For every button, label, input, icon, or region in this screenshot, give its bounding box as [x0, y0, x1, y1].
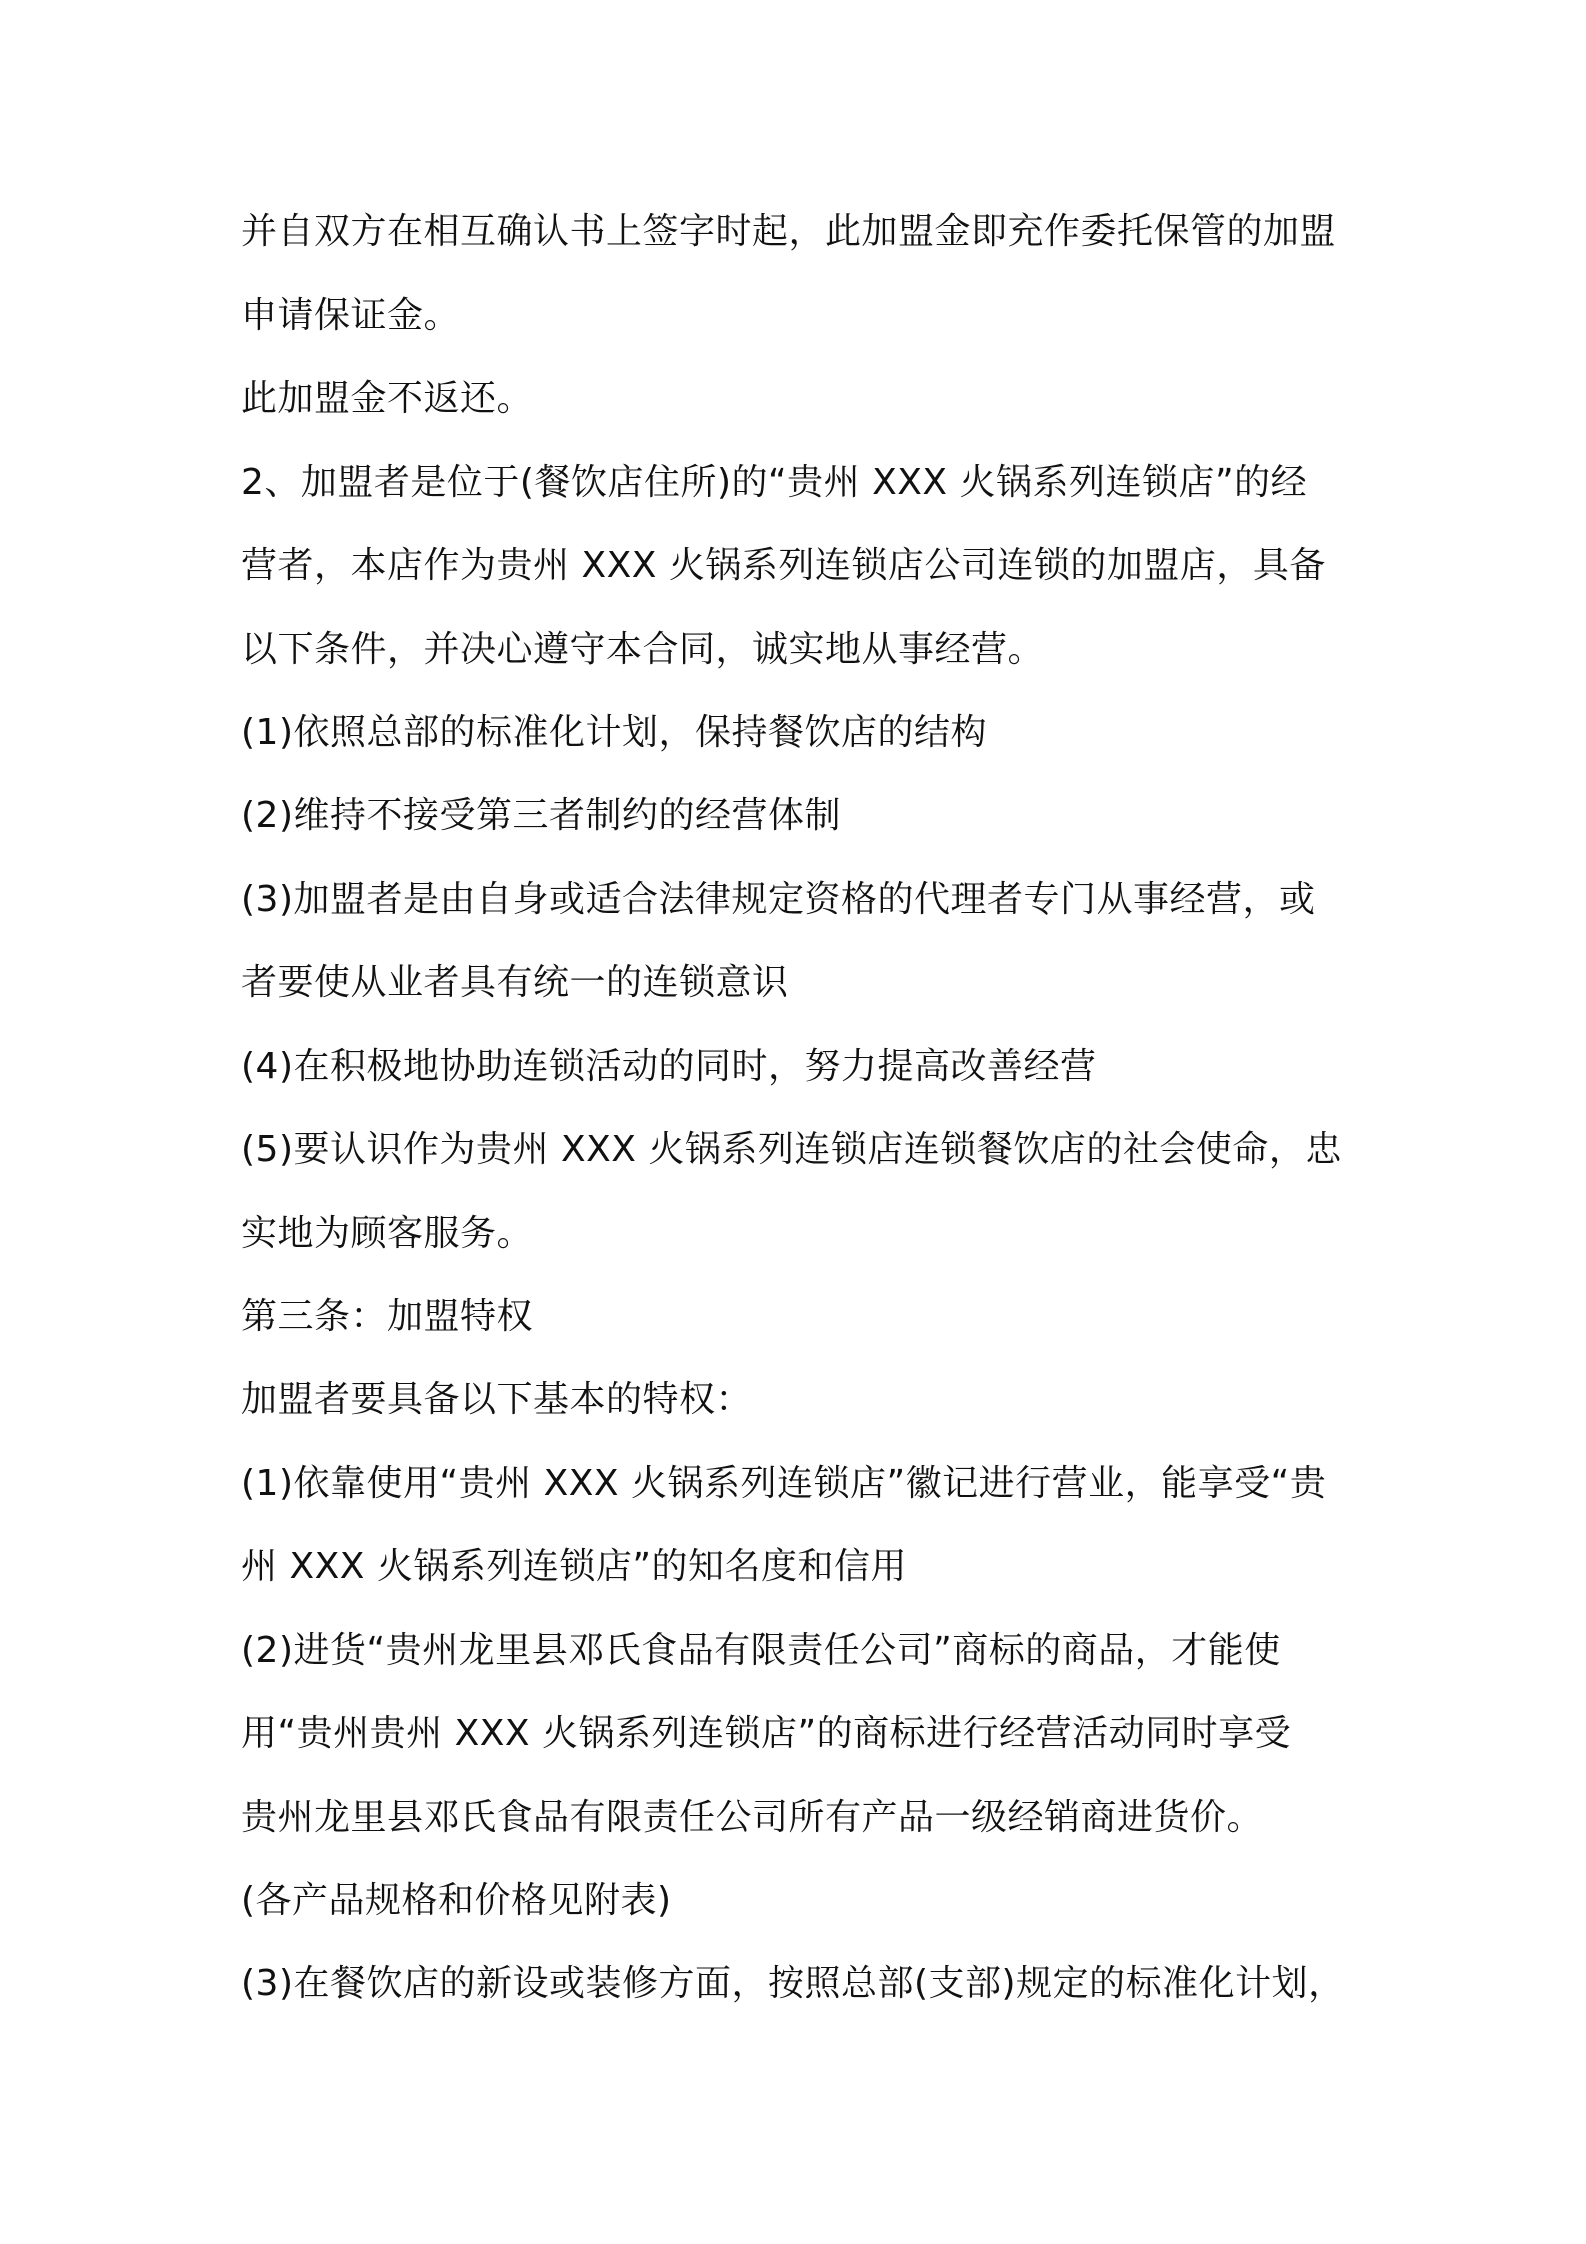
text-line: 州 XXX 火锅系列连锁店”的知名度和信用	[241, 1546, 908, 1587]
text-line: (3)在餐饮店的新设或装修方面，按照总部(支部)规定的标准化计划，	[241, 1963, 1345, 2004]
text-line: 申请保证金。	[241, 295, 461, 336]
text-line: 加盟者要具备以下基本的特权：	[241, 1379, 753, 1420]
section-heading: 第三条：加盟特权	[241, 1296, 534, 1337]
text-line: (1)依靠使用“贵州 XXX 火锅系列连锁店”徽记进行营业，能享受“贵	[241, 1463, 1327, 1504]
text-line: 者要使从业者具有统一的连锁意识	[241, 962, 789, 1003]
text-line: (5)要认识作为贵州 XXX 火锅系列连锁店连锁餐饮店的社会使命，忠	[241, 1129, 1342, 1170]
text-line: 用“贵州贵州 XXX 火锅系列连锁店”的商标进行经营活动同时享受	[241, 1713, 1292, 1754]
text-line: (1)依照总部的标准化计划，保持餐饮店的结构	[241, 712, 987, 753]
text-line: 实地为顾客服务。	[241, 1213, 534, 1254]
text-line: 以下条件，并决心遵守本合同，诚实地从事经营。	[241, 629, 1045, 670]
text-line: (2)维持不接受第三者制约的经营体制	[241, 795, 841, 836]
text-line: 营者，本店作为贵州 XXX 火锅系列连锁店公司连锁的加盟店，具备	[241, 545, 1326, 586]
text-line: (4)在积极地协助连锁活动的同时，努力提高改善经营	[241, 1046, 1097, 1087]
text-line: 并自双方在相互确认书上签字时起，此加盟金即充作委托保管的加盟	[241, 211, 1337, 252]
text-line: (3)加盟者是由自身或适合法律规定资格的代理者专门从事经营，或	[241, 879, 1316, 920]
text-line: (2)进货“贵州龙里县邓氏食品有限责任公司”商标的商品，才能使	[241, 1630, 1281, 1671]
text-line: 贵州龙里县邓氏食品有限责任公司所有产品一级经销商进货价。	[241, 1797, 1264, 1838]
text-line: 2、加盟者是位于(餐饮店住所)的“贵州 XXX 火锅系列连锁店”的经	[241, 462, 1308, 503]
text-line: 此加盟金不返还。	[241, 378, 534, 419]
text-line: (各产品规格和价格见附表)	[241, 1880, 672, 1921]
